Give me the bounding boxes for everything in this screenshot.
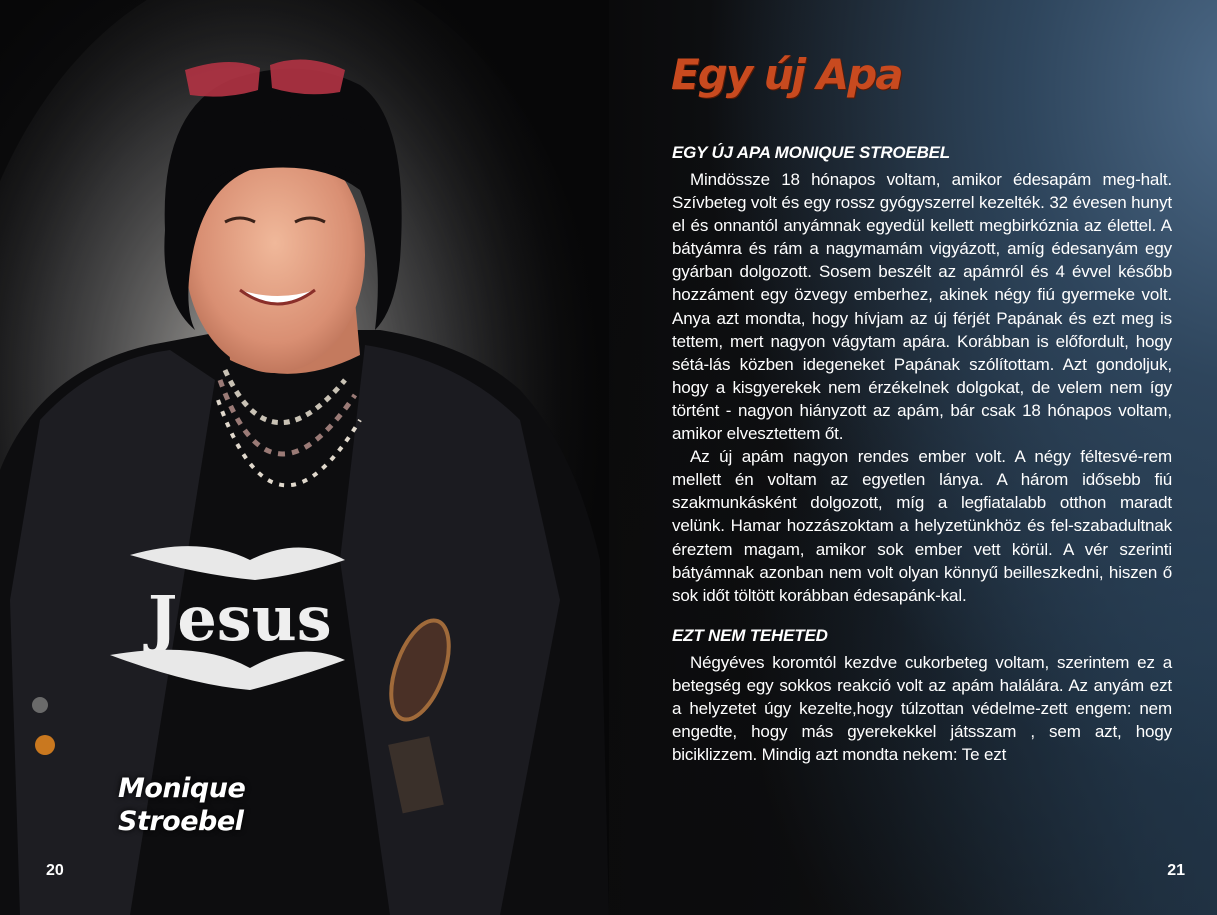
right-page [609, 0, 1217, 915]
shirt-text: Jesus [148, 582, 332, 655]
photo-caption [118, 772, 338, 838]
paragraph-1: Mindössze 18 hónapos voltam, amikor édesapám meg-halt. Szívbeteg volt és egy rossz gyógyszerrel kezelték. 32 évesen hunyt el és onnantól anyámnak egyedül kellett megbirkóznia az élettel. A bátyámra és rám a nagymamám vigyázott, amíg édesanyám egy gyárban dolgozott. Sosem beszélt az apámról és 4 évvel később hozzáment egy özvegy emberhez, akinek négy fiú gyermeke volt. Anya azt mondta, hogy hívjam az új férjét Papának és ezt meg is tettem, mert nagyon vágytam apára. Korábban is előfordult, hogy sétá-lás közben idegeneket Papának szólítottam. Azt gondoljuk, hogy a kisgyerekek nem érzékelnek dolgokat, de velem nem így történt - nagyon hiányzott az apám, bár csak 18 hónapos voltam, amikor elvesztettem őt. [672, 170, 1172, 444]
section-heading-1: EGY ÚJ APA MONIQUE STROEBEL [672, 143, 950, 162]
page-number-left: 20 [46, 862, 64, 879]
paragraph-2: Az új apám nagyon rendes ember volt. A négy féltesvé-rem mellett én voltam az egyetlen lánya. A három idősebb fiú szakmunkásként dolgozott, míg a legfiatalabb otthon maradt velünk. Hamar hozzászoktam a helyzetünkhöz és fel-szabadultnak éreztem magam, amikor sok ember vett körül. A vér szerinti bátyámnak azonban nem volt olyan könnyű beilleszkedni, hiszen ő sok időt töltött korábban édesapánk-kal. [672, 447, 1172, 605]
paragraph-3: Négyéves koromtól kezdve cukorbeteg voltam, szerintem ez a betegség egy sokkos reakció volt az apám halálára. Az anyám ezt a helyzetet úgy kezelte,hogy túlzottan védelme-zett engem: nem engedte, hogy más gyerekekkel játsszam , sem azt, hogy biciklizzem. Mindig azt mondta nekem: Te ezt [672, 652, 1172, 765]
section-heading-2: EZT NEM TEHETED [672, 625, 828, 645]
caption-last-name: Stroebel [118, 806, 244, 837]
caption-first-name: Monique [118, 773, 246, 804]
article-body [672, 142, 1172, 766]
page-title: Egy új Apa [671, 50, 902, 99]
page-number-right: 21 [1167, 862, 1185, 879]
